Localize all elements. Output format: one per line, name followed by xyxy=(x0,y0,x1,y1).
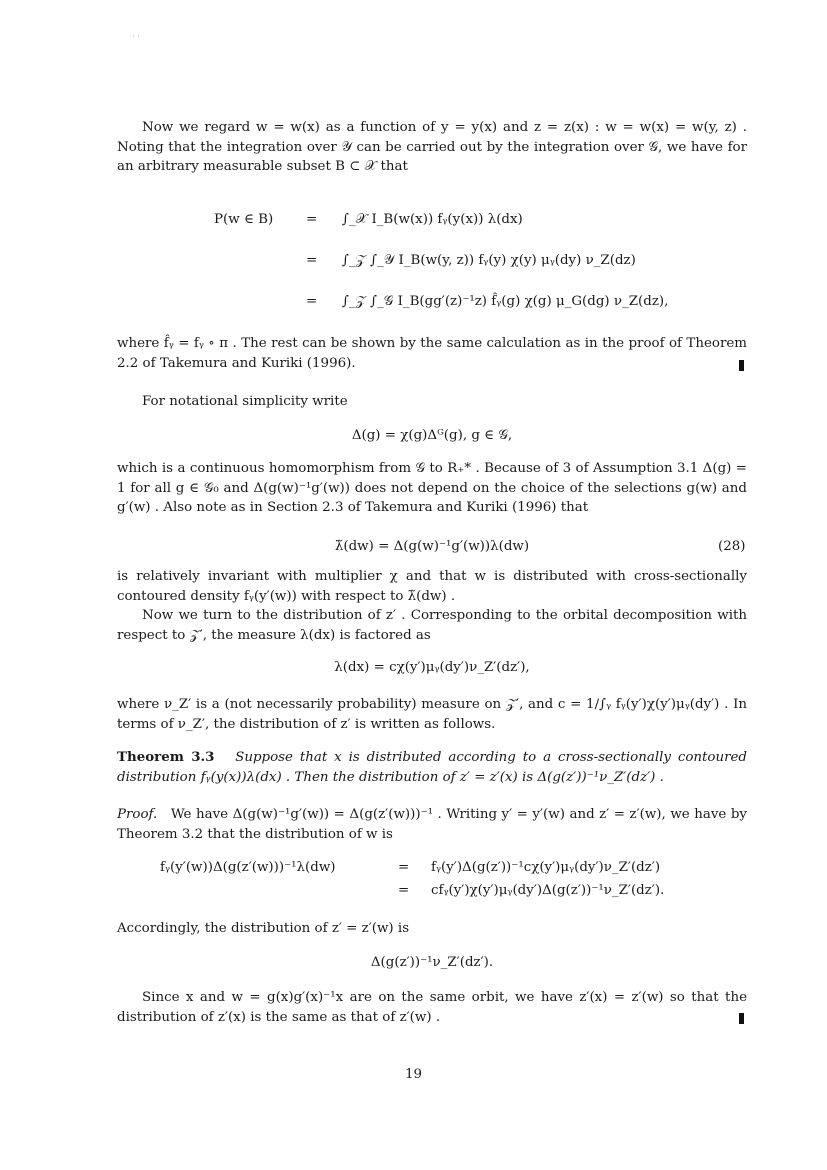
eq3-number: (28) xyxy=(718,539,746,554)
eq6: Δ(g(z′))⁻¹ν_Z′(dz′). xyxy=(370,955,494,970)
theorem-text: Suppose that x is distributed according to a cross-sectionally contoured distribution fᵧ(y(x))λ(dx) . Then the distribution of z′ = z′(x) is Δ(g(z′))⁻¹ν_Z′(dz′) . xyxy=(117,750,747,785)
paragraph-4: which is a continuous homomorphism from 𝒢 to R₊* . Because of 3 of Assumption 3.1 Δ(g) = 1 for all g ∈ 𝒢₀ and Δ(g(w)⁻¹g′(w)) does not depend on the choice of the selections g(w) and g′(w) . Also note as in Section 2.3 of Takemura and Kuriki (1996) that xyxy=(117,461,747,515)
eq1-equals-1: = xyxy=(306,212,318,227)
paragraph-2: where f̂ᵧ = fᵧ ∘ π . The rest can be shown by the same calculation as in the proof of Theorem 2.2 of Takemura and Kuriki (1996). xyxy=(117,336,747,371)
qed-mark-2 xyxy=(739,1013,744,1024)
eq3: λ̃(dw) = Δ(g(w)⁻¹g′(w))λ(dw) xyxy=(334,539,530,554)
paragraph-10: Since x and w = g(x)g′(x)⁻¹x are on the same orbit, we have z′(x) = z′(w) so that the distribution of z′(x) is the same as that of z′(w) . xyxy=(117,990,747,1025)
eq5-equals-2: = xyxy=(398,883,410,898)
paragraph-6: Now we turn to the distribution of z′ . Corresponding to the orbital decomposition with respect to 𝒵′, the measure λ(dx) is factored as xyxy=(117,608,747,643)
paragraph-1: Now we regard w = w(x) as a function of y = y(x) and z = z(x) : w = w(x) = w(y, z) . Noting that the integration over 𝒴 can be carried out by the integration over 𝒢, we have for an arbitrary measurable subset B ⊂ 𝒳 that xyxy=(117,120,747,174)
theorem-label: Theorem 3.3 xyxy=(117,749,215,765)
qed-mark-1 xyxy=(739,360,744,371)
eq1-rhs-1: ∫_𝒳 I_B(w(x)) fᵧ(y(x)) λ(dx) xyxy=(342,212,523,227)
paragraph-5: is relatively invariant with multiplier χ and that w is distributed with cross-sectionally contoured density fᵧ(y′(w)) with respect to λ̃(dw) . xyxy=(117,569,747,604)
eq5-rhs-2: cfᵧ(y′)χ(y′)μᵧ(dy′)Δ(g(z′))⁻¹ν_Z′(dz′). xyxy=(431,883,665,898)
theorem-3-3 xyxy=(117,748,747,787)
proof xyxy=(117,805,747,844)
eq1-rhs-2: ∫_𝒵 ∫_𝒴 I_B(w(y, z)) fᵧ(y) χ(y) μᵧ(dy) ν_Z(dz) xyxy=(342,253,636,268)
eq5-equals-1: = xyxy=(398,860,410,875)
eq1-rhs-3: ∫_𝒵 ∫_𝒢 I_B(gg′(z)⁻¹z) f̂ᵧ(g) χ(g) μ_G(dg) ν_Z(dz), xyxy=(342,294,669,309)
proof-label: Proof. xyxy=(117,807,158,822)
paragraph-3: For notational simplicity write xyxy=(142,394,348,409)
eq5-lhs: fᵧ(y′(w))Δ(g(z′(w)))⁻¹λ(dw) xyxy=(160,860,336,875)
eq4: λ(dx) = cχ(y′)μᵧ(dy′)ν_Z′(dz′), xyxy=(334,660,530,675)
eq2: Δ(g) = χ(g)Δᴳ(g), g ∈ 𝒢, xyxy=(351,428,513,443)
eq1-equals-2: = xyxy=(306,253,318,268)
eq1-lhs: P(w ∈ B) xyxy=(214,212,274,227)
paragraph-9: Accordingly, the distribution of z′ = z′(w) is xyxy=(117,921,410,936)
eq5-rhs-1: fᵧ(y′)Δ(g(z′))⁻¹cχ(y′)μᵧ(dy′)ν_Z′(dz′) xyxy=(431,860,661,875)
page-number: 19 xyxy=(404,1067,423,1082)
eq1-equals-3: = xyxy=(306,294,318,309)
paragraph-7: where ν_Z′ is a (not necessarily probability) measure on 𝒵′, and c = 1/∫ᵧ fᵧ(y′)χ(y′)μᵧ(dy′) . In terms of ν_Z′, the distribution of z′ is written as follows. xyxy=(117,697,747,732)
proof-text: We have Δ(g(w)⁻¹g′(w)) = Δ(g(z′(w)))⁻¹ . Writing y′ = y′(w) and z′ = z′(w), we have by Theorem 3.2 that the distribution of w is xyxy=(117,807,747,842)
scan-specks: · · xyxy=(132,32,140,41)
